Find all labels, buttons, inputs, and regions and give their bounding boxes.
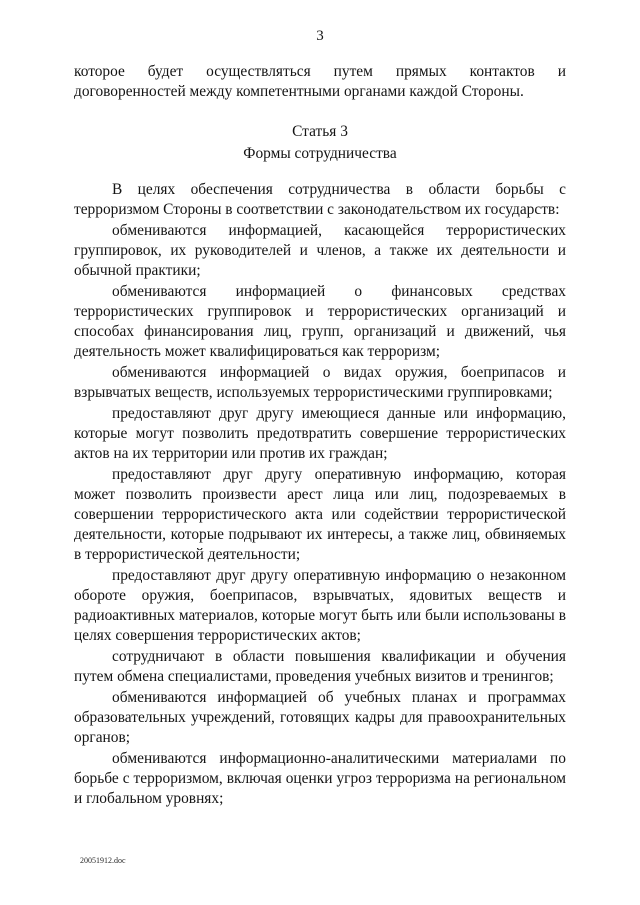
page-number: 3 — [316, 28, 324, 44]
article-heading — [74, 121, 566, 165]
clause-paragraph: обмениваются информацией об учебных планах и программах образовательных учреждений, готовящих кадры для правоохранительных органов; — [74, 689, 566, 746]
article-preamble: В целях обеспечения сотрудничества в области борьбы с терроризмом Стороны в соответствии с законодательством их государств: — [74, 181, 566, 218]
clause-paragraph: предоставляют друг другу оперативную информацию о незаконном обороте оружия, боеприпасов, взрывчатых, ядовитых веществ и радиоактивных материалов, которые могут быть или были использованы в целях совершения террористических актов; — [74, 567, 566, 644]
clause-paragraph: сотрудничают в области повышения квалификации и обучения путем обмена специалистами, проведения учебных визитов и тренингов; — [74, 648, 566, 685]
clause-paragraph: обмениваются информацией о видах оружия, боеприпасов и взрывчатых веществ, используемых террористическими группировками; — [74, 364, 566, 401]
clause-paragraph: предоставляют друг другу имеющиеся данные или информацию, которые могут позволить предотвратить совершение террористических актов на их территории или против их граждан; — [74, 405, 566, 462]
article-body — [74, 180, 566, 810]
intro-text: которое будет осуществляться путем прямых контактов и договоренностей между компетентными органами каждой Стороны. — [74, 63, 566, 100]
clause-paragraph: обмениваются информацией о финансовых средствах террористических группировок и террористических организаций и способах финансирования лиц, групп, организаций и движений, чья деятельность может квалифицироваться как терроризм; — [74, 283, 566, 360]
clause-paragraph: предоставляют друг другу оперативную информацию, которая может позволить произвести арест лица или лиц, подозреваемых в совершении террористического акта или содействии террористической деятельности, которые подрывают их интересы, а также лиц, обвиняемых в террористической деятельности; — [74, 466, 566, 563]
article-title: Формы сотрудничества — [243, 145, 397, 162]
clause-paragraph: обмениваются информационно-аналитическими материалами по борьбе с терроризмом, включая оценки угроз терроризма на региональном и глобальном уровнях; — [74, 750, 566, 807]
clause-paragraph: обмениваются информацией, касающейся террористических группировок, их руководителей и членов, а также их деятельности и обычной практики; — [74, 222, 566, 279]
intro-paragraph — [74, 62, 566, 102]
footer-filename: 20051912.doc — [80, 856, 126, 865]
article-number: Статья 3 — [292, 123, 348, 140]
